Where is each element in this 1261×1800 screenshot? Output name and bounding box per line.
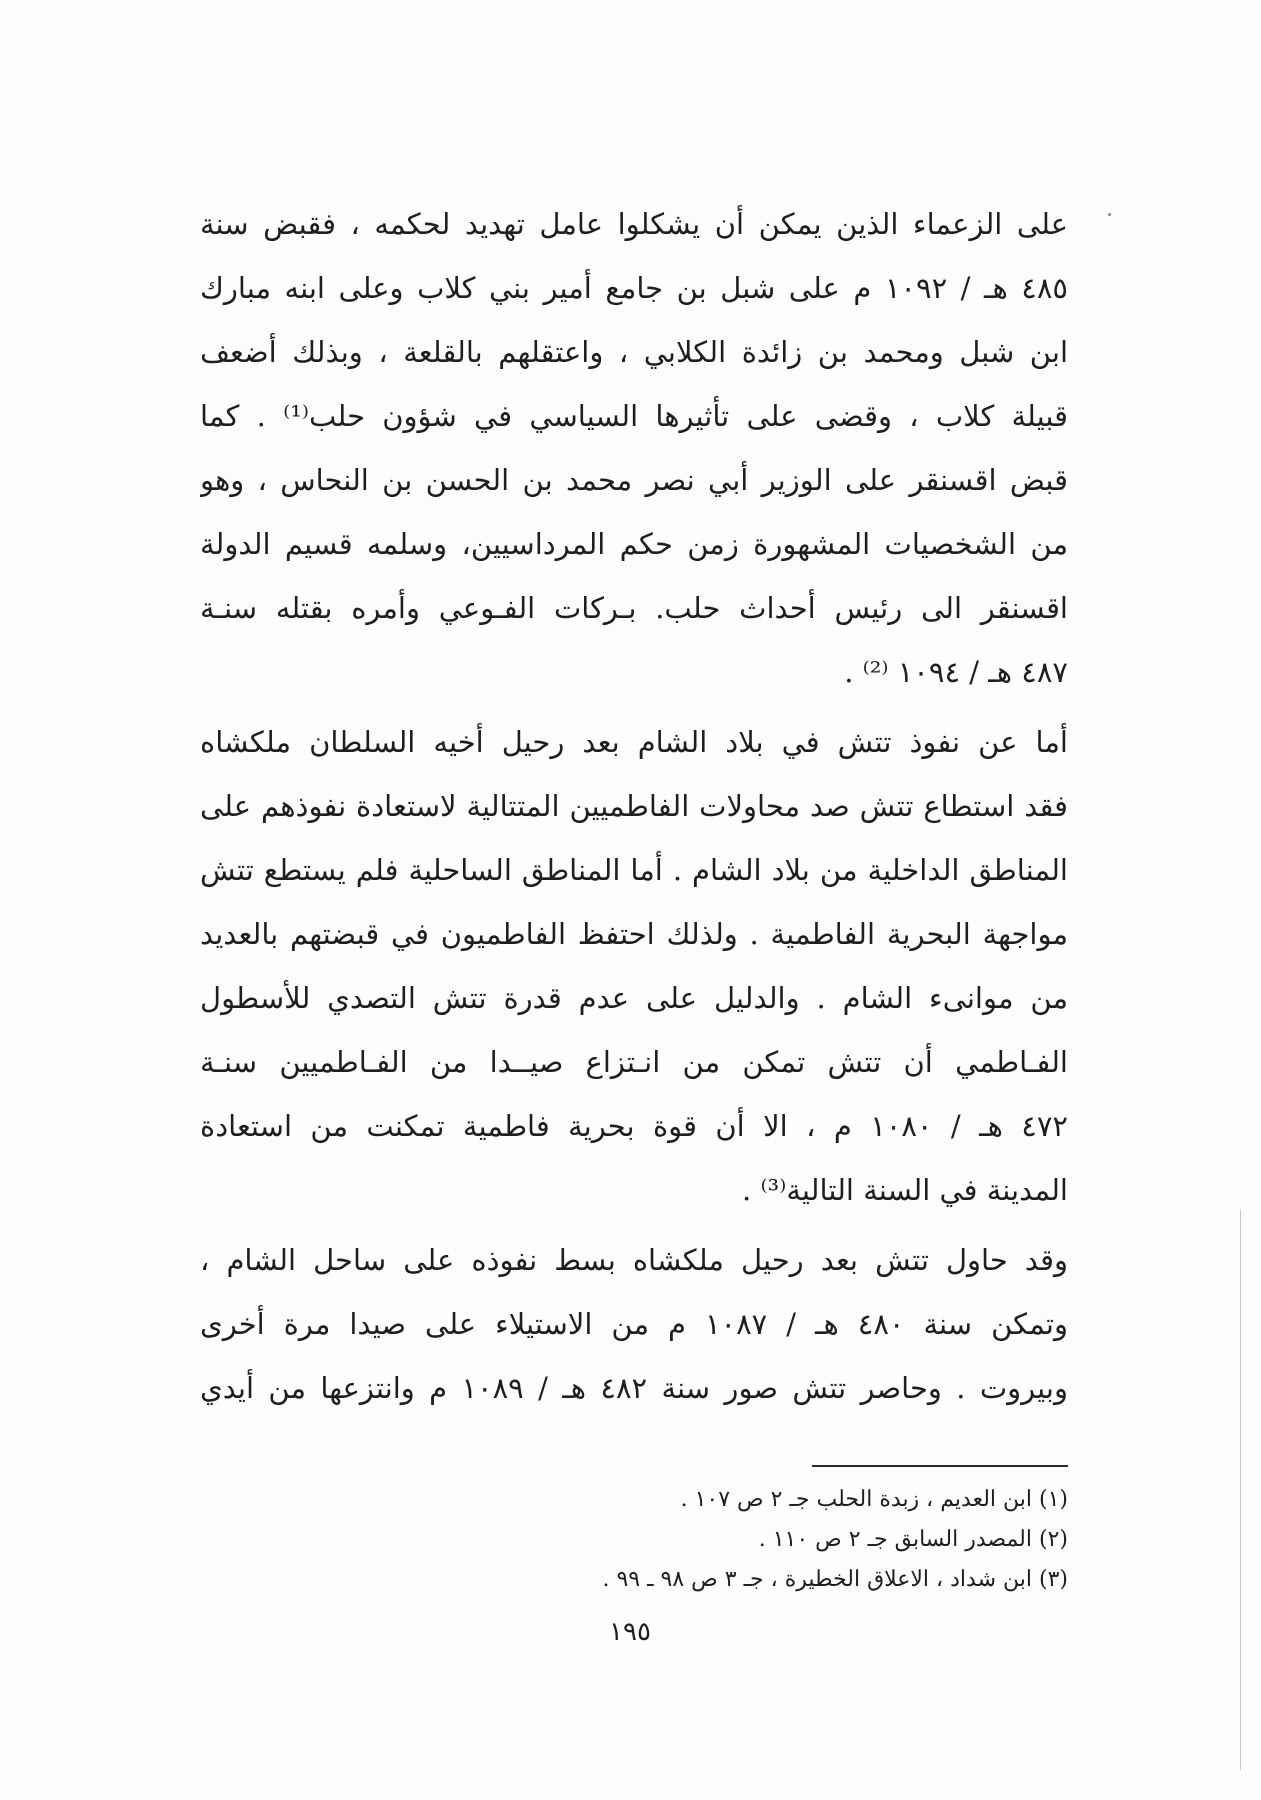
paragraph-line: وقد حاول تتش بعد رحيل ملكشاه بسط نفوذه على ساحل الشام ، (200, 1243, 1068, 1277)
paragraph-line: المدينة في السنة التالية⁽³⁾ . (742, 1173, 1068, 1207)
footnotes (200, 1480, 1068, 1600)
paragraph-line: المناطق الداخلية من بلاد الشام . أما المناطق الساحلية فلم يستطع تتش (200, 853, 1068, 887)
paragraph-line: ٤٨٥ هـ / ١٠٩٢ م على شبل بن جامع أمير بني كلاب وعلى ابنه مبارك (200, 271, 1068, 305)
paragraph-line: أما عن نفوذ تتش في بلاد الشام بعد رحيل أخيه السلطان ملكشاه (200, 725, 1068, 759)
paragraph-2 (200, 710, 1068, 1222)
paragraph-3 (200, 1228, 1068, 1420)
paragraph-line: فقد استطاع تتش صد محاولات الفاطميين المتتالية لاستعادة نفوذهم على (200, 789, 1068, 823)
paragraph-line: وبيروت . وحاصر تتش صور سنة ٤٨٢ هـ / ١٠٨٩ م وانتزعها من أيدي (200, 1371, 1068, 1405)
footnote-3: (٣) ابن شداد ، الاعلاق الخطيرة ، جـ ٣ ص ٩٨ ـ ٩٩ . (602, 1567, 1068, 1592)
footnote-divider (812, 1465, 1068, 1467)
page-number: ١٩٥ (609, 1617, 651, 1647)
paragraph-line: من موانىء الشام . والدليل على عدم قدرة تتش التصدي للأسطول (200, 981, 1068, 1015)
paragraph-line: ابن شبل ومحمد بن زائدة الكلابي ، واعتقلهم بالقلعة ، وبذلك أضعف (200, 335, 1068, 369)
paragraph-1 (200, 192, 1068, 704)
paragraph-line: مواجهة البحرية الفاطمية . ولذلك احتفظ الفاطميون في قبضتهم بالعديد (200, 917, 1068, 951)
paragraph-line: ٤٨٧ هـ / ١٠٩٤ ⁽²⁾ . (844, 655, 1068, 689)
footnote-1: (١) ابن العديم ، زبدة الحلب جـ ٢ ص ١٠٧ . (680, 1487, 1068, 1512)
paragraph-line: قبض اقسنقر على الوزير أبي نصر محمد بن الحسن بن النحاس ، وهو (200, 463, 1068, 497)
paragraph-line: اقسنقر الى رئيس أحداث حلب. بـركات الفـوعي وأمره بقتله سنـة (200, 591, 1068, 625)
scan-speck (1108, 213, 1111, 216)
paragraph-line: من الشخصيات المشهورة زمن حكم المرداسيين، وسلمه قسيم الدولة (200, 527, 1068, 561)
paragraph-line: وتمكن سنة ٤٨٠ هـ / ١٠٨٧ م من الاستيلاء على صيدا مرة أخرى (200, 1307, 1068, 1341)
paragraph-line: قبيلة كلاب ، وقضى على تأثيرها السياسي في شؤون حلب⁽¹⁾ . كما (200, 399, 1068, 433)
footnote-2: (٢) المصدر السابق جـ ٢ ص ١١٠ . (758, 1527, 1068, 1552)
paragraph-line: على الزعماء الذين يمكن أن يشكلوا عامل تهديد لحكمه ، فقبض سنة (200, 207, 1068, 241)
scan-edge-line (1240, 1210, 1241, 1770)
paragraph-line: الفـاطمي أن تتش تمكن من انـتزاع صيــدا من الفـاطميين سنـة (200, 1045, 1068, 1079)
paragraph-line: ٤٧٢ هـ / ١٠٨٠ م ، الا أن قوة بحرية فاطمية تمكنت من استعادة (200, 1109, 1068, 1143)
